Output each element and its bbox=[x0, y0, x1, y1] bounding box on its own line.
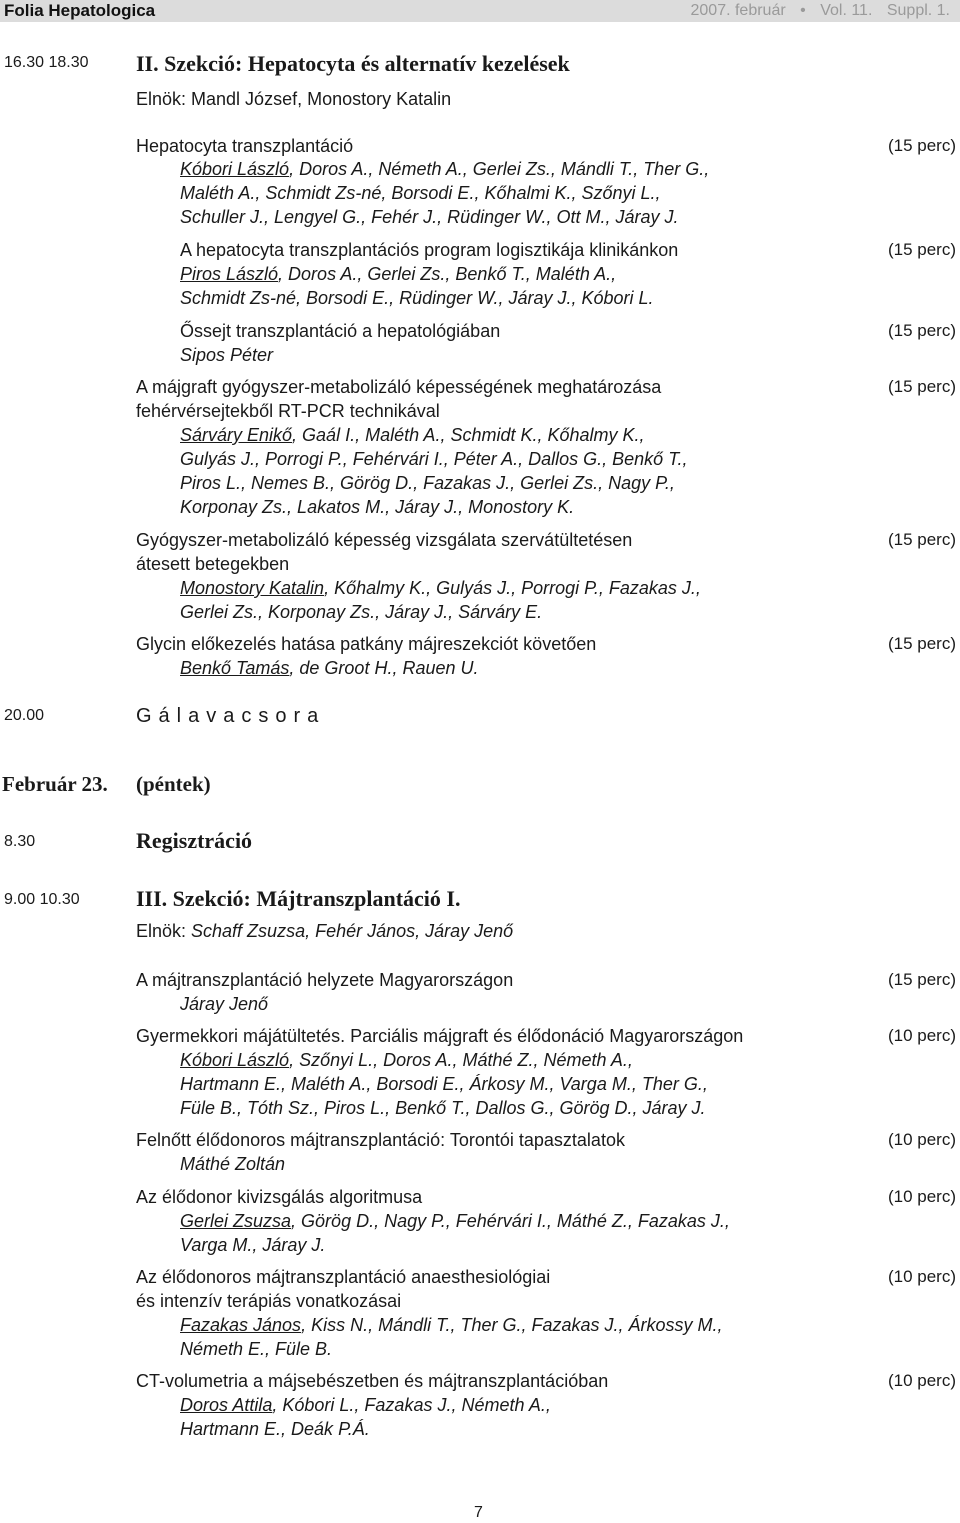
author-line: , Doros A., Gerlei Zs., Benkő T., Maléth A., bbox=[278, 264, 617, 284]
chair-label: Elnök: bbox=[136, 921, 192, 941]
author-line: Piros L., Nemes B., Görög D., Fazakas J., Gerlei Zs., Nagy P., bbox=[180, 473, 675, 493]
presenter-name: Doros Attila bbox=[180, 1395, 273, 1415]
presenter-name: Sárváry Enikő bbox=[180, 425, 293, 445]
talk-title: A hepatocyta transzplantációs program logisztikája klinikánkon bbox=[180, 240, 679, 260]
talk-title: Gyermekkori májátültetés. Parciális májgraft és élődonáció Magyarországon bbox=[136, 1026, 744, 1046]
gala-time: 20.00 bbox=[4, 707, 45, 724]
author-line: , Szőnyi L., Doros A., Máthé Z., Németh A., bbox=[289, 1050, 633, 1070]
talk-duration: (15 perc) bbox=[887, 970, 956, 989]
talk-duration: (10 perc) bbox=[887, 1026, 956, 1045]
talk-authors bbox=[180, 576, 701, 600]
author-line: Máthé Zoltán bbox=[180, 1154, 286, 1174]
talk-title: Felnőtt élődonoros májtranszplantáció: Torontói tapasztalatok bbox=[136, 1130, 625, 1150]
presenter-name: Kóbori László bbox=[180, 159, 290, 179]
author-line: Varga M., Járay J. bbox=[180, 1235, 326, 1255]
talk-duration: (15 perc) bbox=[887, 530, 956, 549]
author-line: Gulyás J., Porrogi P., Fehérvári I., Péter A., Dallos G., Benkő T., bbox=[180, 449, 688, 469]
journal-title: Folia Hepatologica bbox=[4, 1, 156, 20]
talk-duration: (10 perc) bbox=[887, 1267, 956, 1286]
session3-time: 9.00 10.30 bbox=[4, 891, 80, 908]
talk-title: A májgraft gyógyszer-metabolizáló képességének meghatározása bbox=[136, 377, 662, 397]
presenter-name: Gerlei Zsuzsa bbox=[180, 1211, 292, 1231]
author-line: Füle B., Tóth Sz., Piros L., Benkő T., Dallos G., Görög D., Járay J. bbox=[180, 1098, 706, 1118]
talk-duration: (10 perc) bbox=[887, 1130, 956, 1149]
author-line: , de Groot H., Rauen U. bbox=[289, 658, 479, 678]
author-line: Járay Jenő bbox=[180, 994, 269, 1014]
presenter-name: Piros László bbox=[180, 264, 279, 284]
author-line: Sipos Péter bbox=[180, 345, 274, 365]
talk-authors bbox=[180, 1393, 551, 1417]
talk-duration: (15 perc) bbox=[887, 377, 956, 396]
author-line: , Kőhalmy K., Gulyás J., Porrogi P., Fazakas J., bbox=[324, 578, 701, 598]
talk-title: Hepatocyta transzplantáció bbox=[136, 136, 354, 156]
talk-title-cont: átesett betegekben bbox=[136, 554, 290, 574]
talk-title: A májtranszplantáció helyzete Magyarországon bbox=[136, 970, 514, 990]
talk-duration: (10 perc) bbox=[887, 1371, 956, 1390]
issue-info bbox=[681, 0, 951, 22]
author-line: , Kóbori L., Fazakas J., Németh A., bbox=[272, 1395, 551, 1415]
chair-names: Schaff Zsuzsa, Fehér János, Járay Jenő bbox=[191, 921, 514, 941]
talk-title: Glycin előkezelés hatása patkány májreszekciót követően bbox=[136, 634, 597, 654]
day-date: Február 23. bbox=[2, 772, 108, 796]
page-number: 7 bbox=[474, 1504, 483, 1521]
author-line: , Gaál I., Maléth A., Schmidt K., Kőhalmy K., bbox=[292, 425, 645, 445]
talk-duration: (15 perc) bbox=[887, 240, 956, 259]
session2-title: II. Szekció: Hepatocyta és alternatív kezelések bbox=[136, 51, 570, 76]
author-line: Korponay Zs., Lakatos M., Járay J., Monostory K. bbox=[180, 497, 575, 517]
author-line: , Görög D., Nagy P., Fehérvári I., Máthé Z., Fazakas J., bbox=[291, 1211, 730, 1231]
registration-label: Regisztráció bbox=[136, 828, 253, 853]
talk-duration: (15 perc) bbox=[887, 321, 956, 340]
author-line: , Doros A., Németh A., Gerlei Zs., Mándli T., Ther G., bbox=[289, 159, 710, 179]
talk-title: Az élődonor kivizsgálás algoritmusa bbox=[136, 1187, 423, 1207]
journal-header bbox=[0, 0, 960, 22]
day-weekday: (péntek) bbox=[136, 772, 211, 796]
author-line: Németh E., Füle B. bbox=[180, 1339, 333, 1359]
author-line: Schuller J., Lengyel G., Fehér J., Rüdinger W., Ott M., Járay J. bbox=[180, 207, 679, 227]
talk-duration: (10 perc) bbox=[887, 1187, 956, 1206]
talk-duration: (15 perc) bbox=[887, 136, 956, 155]
issue-suppl: Suppl. 1. bbox=[886, 2, 950, 19]
presenter-name: Fazakas János bbox=[180, 1315, 302, 1335]
talk-title: Gyógyszer-metabolizáló képesség vizsgálata szervátültetésen bbox=[136, 530, 633, 550]
author-line: Maléth A., Schmidt Zs-né, Borsodi E., Kőhalmi K., Szőnyi L., bbox=[180, 183, 661, 203]
talk-title: Az élődonoros májtranszplantáció anaesthesiológiai bbox=[136, 1267, 551, 1287]
presenter-name: Monostory Katalin bbox=[180, 578, 325, 598]
talk-authors bbox=[180, 1048, 633, 1072]
talk-title: CT-volumetria a májsebészetben és májtranszplantációban bbox=[136, 1371, 609, 1391]
talk-title-cont: és intenzív terápiás vonatkozásai bbox=[136, 1291, 402, 1311]
author-line: , Kiss N., Mándli T., Ther G., Fazakas J., Árkossy M., bbox=[301, 1315, 723, 1335]
talk-authors bbox=[180, 656, 479, 680]
talk-authors bbox=[180, 1209, 730, 1233]
gala-label: Gálavacsora bbox=[136, 705, 326, 727]
session3-chair bbox=[136, 920, 513, 942]
talk-duration: (15 perc) bbox=[887, 634, 956, 653]
session2-chair: Elnök: Mandl József, Monostory Katalin bbox=[136, 89, 452, 109]
talk-authors bbox=[180, 423, 645, 447]
presenter-name: Benkő Tamás bbox=[180, 658, 290, 678]
author-line: Hartmann E., Maléth A., Borsodi E., Árkosy M., Varga M., Ther G., bbox=[180, 1074, 708, 1094]
session3-title: III. Szekció: Májtranszplantáció I. bbox=[136, 886, 461, 911]
talk-authors bbox=[180, 262, 616, 286]
presenter-name: Kóbori László bbox=[180, 1050, 290, 1070]
talk-authors bbox=[180, 1313, 723, 1337]
issue-date: 2007. február bbox=[690, 2, 786, 19]
talk-title-cont: fehérvérsejtekből RT-PCR technikával bbox=[136, 401, 440, 421]
talk-title: Őssejt transzplantáció a hepatológiában bbox=[180, 321, 501, 341]
author-line: Schmidt Zs-né, Borsodi E., Rüdinger W., Járay J., Kóbori L. bbox=[180, 288, 654, 308]
issue-volume: Vol. 11. bbox=[820, 2, 873, 19]
author-line: Hartmann E., Deák P.Á. bbox=[180, 1419, 370, 1439]
talk-authors bbox=[180, 157, 709, 181]
registration-time: 8.30 bbox=[4, 833, 36, 850]
issue-bullet: • bbox=[800, 2, 806, 19]
author-line: Gerlei Zs., Korponay Zs., Járay J., Sárváry E. bbox=[180, 602, 543, 622]
session2-time: 16.30 18.30 bbox=[4, 54, 89, 71]
